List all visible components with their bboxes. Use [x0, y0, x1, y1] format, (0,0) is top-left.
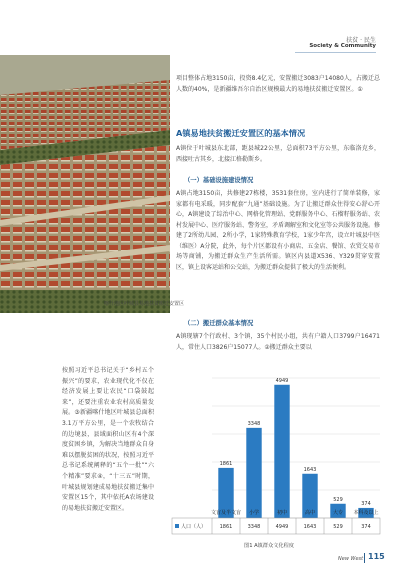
aerial-photo-graphic — [0, 55, 170, 313]
aerial-photo — [0, 55, 170, 313]
table-cell: 529 — [333, 524, 343, 530]
data-label: 1861 — [219, 460, 233, 467]
header-rule — [295, 52, 376, 53]
category-label: 本科及以上 — [353, 510, 379, 516]
table-cell: 374 — [361, 524, 371, 530]
subsection-title-2: （二）搬迁群众基本情况 — [184, 320, 254, 327]
footer-divider — [364, 553, 365, 563]
section-header-zh: 扶贫 · 民生 — [346, 37, 376, 44]
category-label: 小学 — [248, 510, 260, 516]
category-label: 大专 — [332, 510, 344, 516]
education-bar-chart — [168, 370, 386, 540]
subsection-title-1: （一）基础设施建设情况 — [184, 177, 254, 184]
page-number: 115 — [368, 552, 385, 561]
data-label: 529 — [333, 496, 343, 503]
data-label: 3348 — [247, 420, 261, 427]
chart-title: 图1 A镇群众文化程度 — [244, 543, 294, 549]
category-label: 高中 — [304, 510, 316, 516]
left-column-text: 按照习近平总书记关于“乡村五个振兴”的要求，农业现代化不仅在经济发展上要让农民“口袋鼓起来”，还要注重农业农村高质量发展。③新疆喀什地区叶城县总面积3.1万平方公里，是一个农牧结合的边境县，县域面积山区有4个深度贫困乡镇，为解决当地群众自身难以摆脱贫困的状况，按照习近平总书记系统阐释的“五个一批”“六个精准”要求④，“十三五”时期，叶城县规划建成易地扶贫搬迁集中安置区15个，其中依托A农场建设的易地扶贫搬迁安置区。 — [62, 367, 154, 512]
intro-paragraph: A镇位于叶城县东北部，距县城22公里，总面积73平方公里，东临洛克乡，西接吐古其乡，北接江格勒斯乡。 — [176, 145, 380, 163]
data-label: 1643 — [303, 466, 317, 473]
subsection-2-text: A镇现辖7个行政村、3个镇，35个村民小组，共有户籍人口3799户16471人，常住人口3826户15077人。②搬迁群众主要以 — [176, 333, 380, 351]
table-cell: 4949 — [275, 524, 289, 530]
category-label: 文盲及半文盲 — [210, 510, 242, 516]
legend-swatch — [175, 524, 179, 528]
category-label: 初中 — [276, 510, 288, 516]
table-cell: 3348 — [247, 524, 261, 530]
table-cell: 1643 — [303, 524, 317, 530]
table-cell: 1861 — [219, 524, 233, 530]
bar — [274, 385, 289, 518]
section-header-en: Society & Community — [309, 43, 376, 49]
section-title: A镇易地扶贫搬迁安置区的基本情况 — [176, 128, 306, 138]
table-row-label: 人口（人） — [181, 524, 207, 530]
photo-caption: 喀什地区叶城县易地扶贫搬迁安置区 — [103, 301, 184, 307]
magazine-name: New West — [338, 556, 364, 562]
subsection-1-text: A镇占地3150亩，共修建27栋楼，3531套住房，室内进行了简单装修，家家都有电采暖，同步配套“九通”基础设施。为了让搬迁群众住得安心舒心开心，A镇建设了综治中心、网格化管理站、党群服务中心、石榴籽服务站、农村发展中心、医疗服务站、警务室，矛盾调解室和文化室等公共服务设施。修建了2所幼儿园、2所小学，1家特殊教育学校，1家少年宫，设立叶城县中医（维医）A分院，此外，每个片区都设有小商店、五金店、餐馆、农贸交易市场等商铺，为搬迁群众生产生活所需。镇区内县道X536、Y329贯穿安置区，镇上设客运站和公交站，为搬迁群众提供了极大的生活便利。 — [176, 190, 381, 271]
data-label: 374 — [361, 500, 371, 507]
data-label: 4949 — [275, 377, 289, 384]
bar — [246, 428, 261, 518]
top-paragraph: 项目整体占地3150亩，投资8.4亿元，安置搬迁3083户14080人，占搬迁总人数的40%，是新疆维吾尔自治区规模最大的易地扶贫搬迁安置区。① — [176, 75, 380, 93]
